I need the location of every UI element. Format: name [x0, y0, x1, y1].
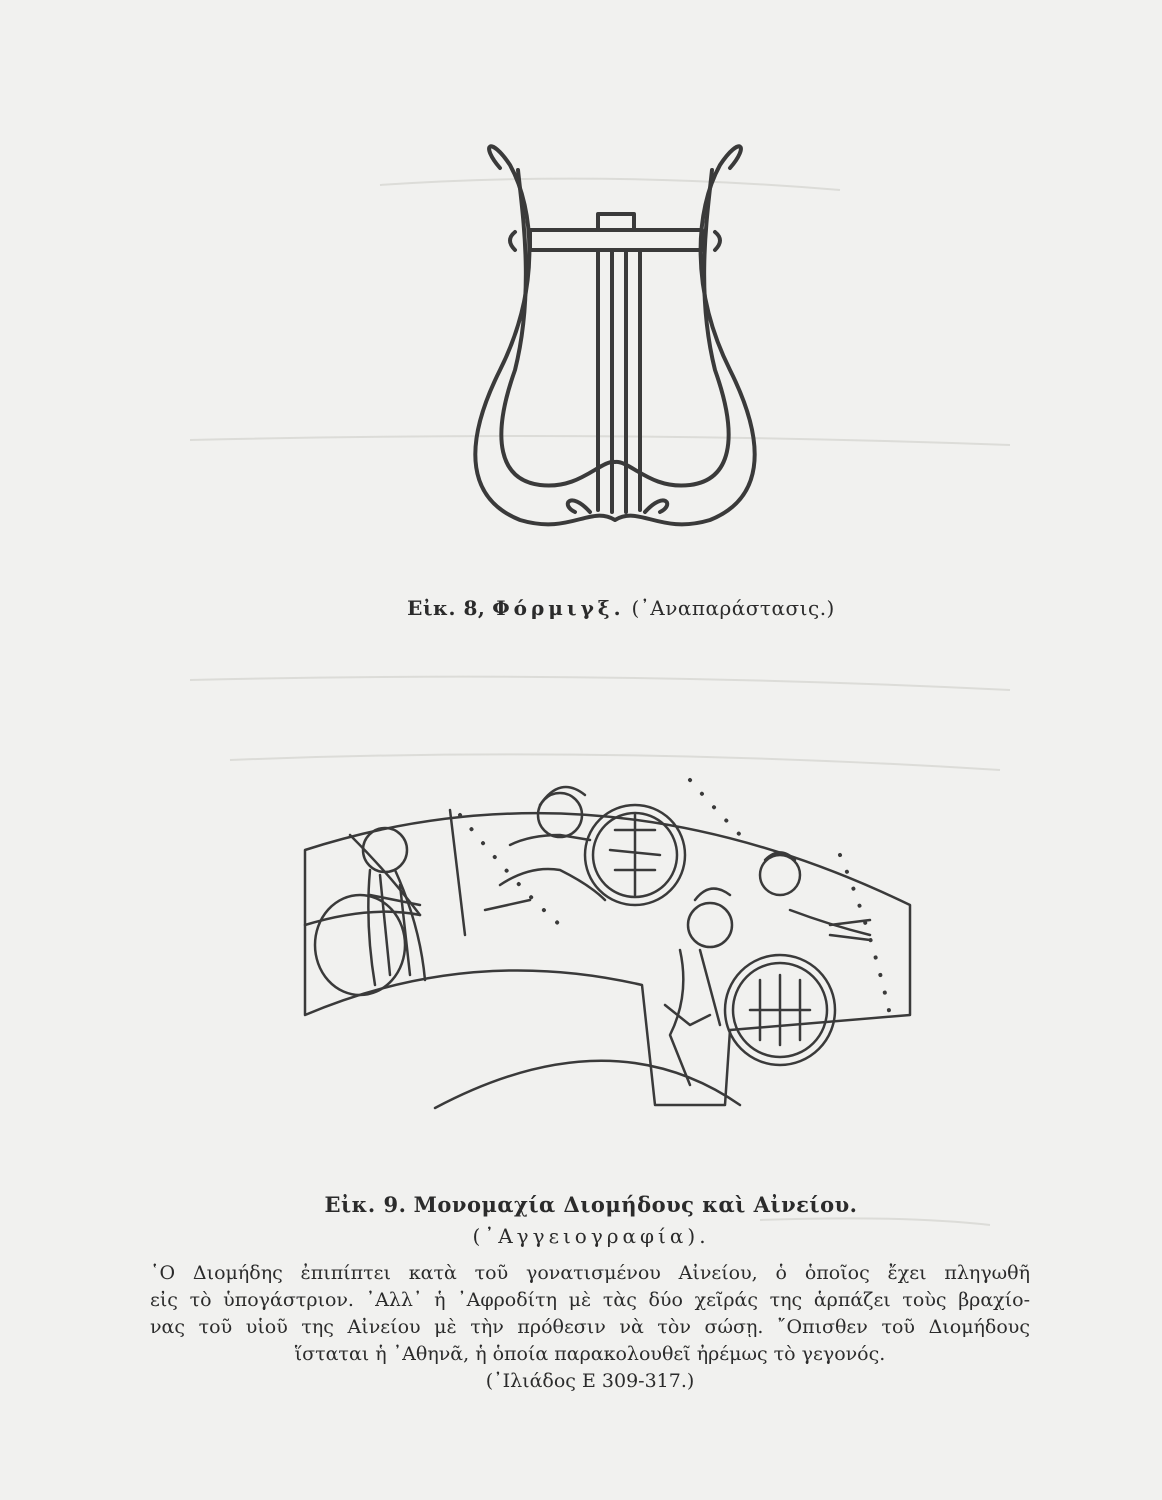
description-line: ῾Ο Διομήδης ἐπιπίπτει κατὰ τοῦ γονατισμένου Αἰνείου, ὁ ὁποῖος ἔχει πληγωθῆ [150, 1262, 1030, 1284]
figure-9-caption [10, 1192, 1162, 1217]
figure-8-label: Εἰκ. 8, [407, 596, 486, 620]
figure-8-caption [40, 596, 1162, 620]
figure-9-description [150, 1260, 1030, 1395]
figure-8-name: Φόρμιγξ. [492, 596, 625, 620]
description-line: ἵσταται ἡ ᾿Αθηνᾶ, ἡ ὁποία παρακολουθεῖ ἠρέμως τὸ γεγονός. [294, 1343, 886, 1365]
figure-9-label: Εἰκ. 9. [324, 1192, 407, 1217]
description-line: νας τοῦ υἱοῦ της Αἰνείου μὲ τὴν πρόθεσιν νὰ τὸν σώσῃ. ῎Οπισθεν τοῦ Διομήδους [150, 1316, 1030, 1338]
reference-citation: (᾿Ιλιάδος Ε 309-317.) [485, 1370, 695, 1392]
phorminx-illustration [440, 140, 790, 540]
figure-8-note: (᾿Αναπαράστασις.) [631, 596, 835, 620]
figure-9-title: Μονομαχία Διομήδους καὶ Αἰνείου. [413, 1192, 858, 1217]
vase-painting-illustration [270, 775, 930, 1110]
figure-9-subtitle: (᾿Αγγειογραφία). [472, 1224, 710, 1248]
description-line: εἰς τὸ ὑπογάστριον. ᾿Αλλ᾿ ἡ ᾿Αφροδίτη μὲ τὰς δύο χεῖράς της ἁρπάζει τοὺς βραχίο- [150, 1289, 1030, 1311]
